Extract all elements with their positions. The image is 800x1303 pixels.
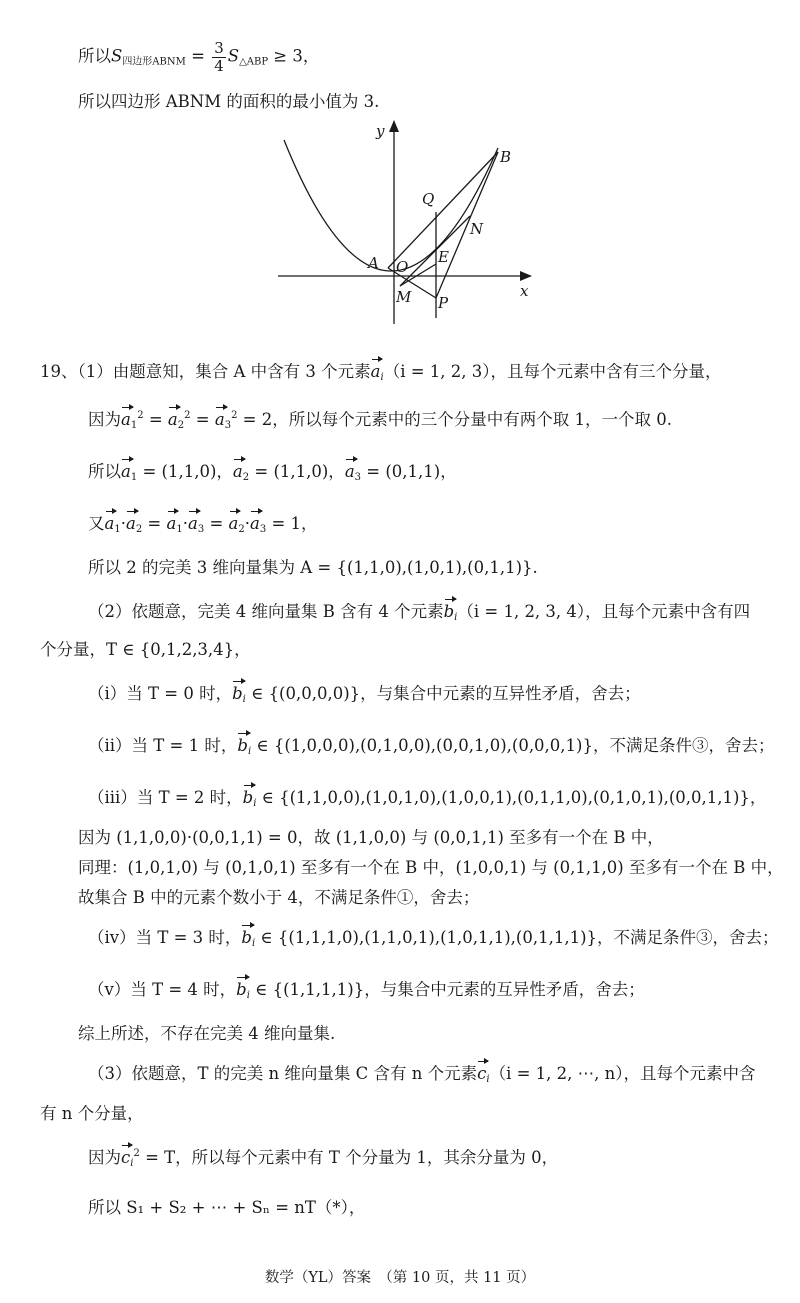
label-A: A [368,254,379,272]
label-O: O [396,258,409,276]
dot-product-line: 又$a_1\cdot a_2 = a_1\cdot a_3 = a_2\cdot a_3 = 1$， [88,514,318,535]
fraction-three-quarters: $\frac{3}{4}$ [214,39,224,75]
set-A-conclusion: 所以 2 的完美 3 维向量集为 A = {(1,1,0),(1,0,1),(0,1,1)}. [88,558,538,577]
label-x: x [520,282,529,300]
case-T2-reason-3: 故集合 B 中的元素个数小于 4，不满足条件①，舍去； [78,888,480,907]
case-T2-reason-2: 同理：(1,0,1,0) 与 (0,1,0,1) 至多有一个在 B 中，(1,0,0,1) 与 (0,1,1,0) 至多有一个在 B 中， [78,858,784,877]
area-inequality-line: 所以$S_{四边形ABNM}$ = $\frac{3}{4}$ $S_{\triangle ABP} \ge 3$， [78,39,320,75]
parabola-diagram [270,118,540,328]
min-area-line: 所以四边形 ABNM 的面积的最小值为 3. [78,92,380,111]
part3-intro: （3）依题意，T 的完美 n 维向量集 C 含有 n 个元素$c_i(i = 1$, 2, ⋯, n），且每个元素中含 [88,1064,756,1085]
y-arrow-icon [389,120,399,132]
label-P: P [438,294,449,312]
case-T2-reason-1: 因为 (1,1,0,0)·(0,0,1,1) = 0，故 (1,1,0,0) 与 (0,0,1,1) 至多有一个在 B 中， [78,828,664,847]
part2-components: 个分量，T ∈ {0,1,2,3,4}， [40,640,251,659]
label-Q: Q [422,190,435,208]
problem-19-part1-intro: 19、（1）由题意知，集合 A 中含有 3 个元素$a_i(i = 1$, 2, 3），且每个元素中含有三个分量， [40,362,722,383]
case-T0: （i）当 T = 0 时，$b_i$ ∈ {(0,0,0,0)}，与集合中元素的互异性矛盾，舍去； [88,684,641,705]
sum-equation-line: 所以 S₁ + S₂ + ⋯ + Sₙ = nT（*）， [88,1198,366,1217]
case-T2: （iii）当 T = 2 时，$b_i$ ∈ {(1,1,0,0),(1,0,1,0),(1,0,0,1),(0,1,1,0),(0,1,0,1),(0,0,1,1)}， [88,788,767,809]
case-T4: （v）当 T = 4 时，$b_i$ ∈ {(1,1,1,1)}，与集合中元素的互异性矛盾，舍去； [88,980,645,1001]
x-arrow-icon [520,271,532,281]
parabola-curve [284,140,498,271]
part3-components: 有 n 个分量， [40,1104,144,1123]
label-M: M [396,288,412,306]
label-E: E [438,248,449,266]
case-T3: （iv）当 T = 3 时，$b_i$ ∈ {(1,1,1,0),(1,1,0,1),(1,0,1,1),(0,1,1,1)}，不满足条件③，舍去； [88,928,779,949]
label-N: N [470,220,484,238]
label-y: y [376,122,385,140]
part3-square-line: 因为$c_i^2 = T$，所以每个元素中有 T 个分量为 1，其余分量为 0， [88,1148,559,1169]
label-B: B [500,148,512,166]
vector-values-line: 所以$a_1 = (1,1,0)$，$a_2 = (1,1,0)$，$a_3 = (0,1,1)$， [88,462,457,483]
case-T1: （ii）当 T = 1 时，$b_i$ ∈ {(1,0,0,0),(0,1,0,0),(0,0,1,0),(0,0,0,1)}，不满足条件③，舍去； [88,736,775,757]
page-footer: 数学（YL）答案 （第 10 页，共 11 页） [264,1270,536,1286]
part2-intro: （2）依题意，完美 4 维向量集 B 含有 4 个元素$b_i(i = 1$, 2, 3, 4），且每个元素中含有四 [88,602,751,623]
vector-square-line: 因为$a_1^2 = a_2^2 = a_3^2 = 2$，所以每个元素中的三个分量中有两个取 1，一个取 0. [88,410,672,431]
part2-conclusion: 综上所述，不存在完美 4 维向量集. [78,1024,336,1043]
